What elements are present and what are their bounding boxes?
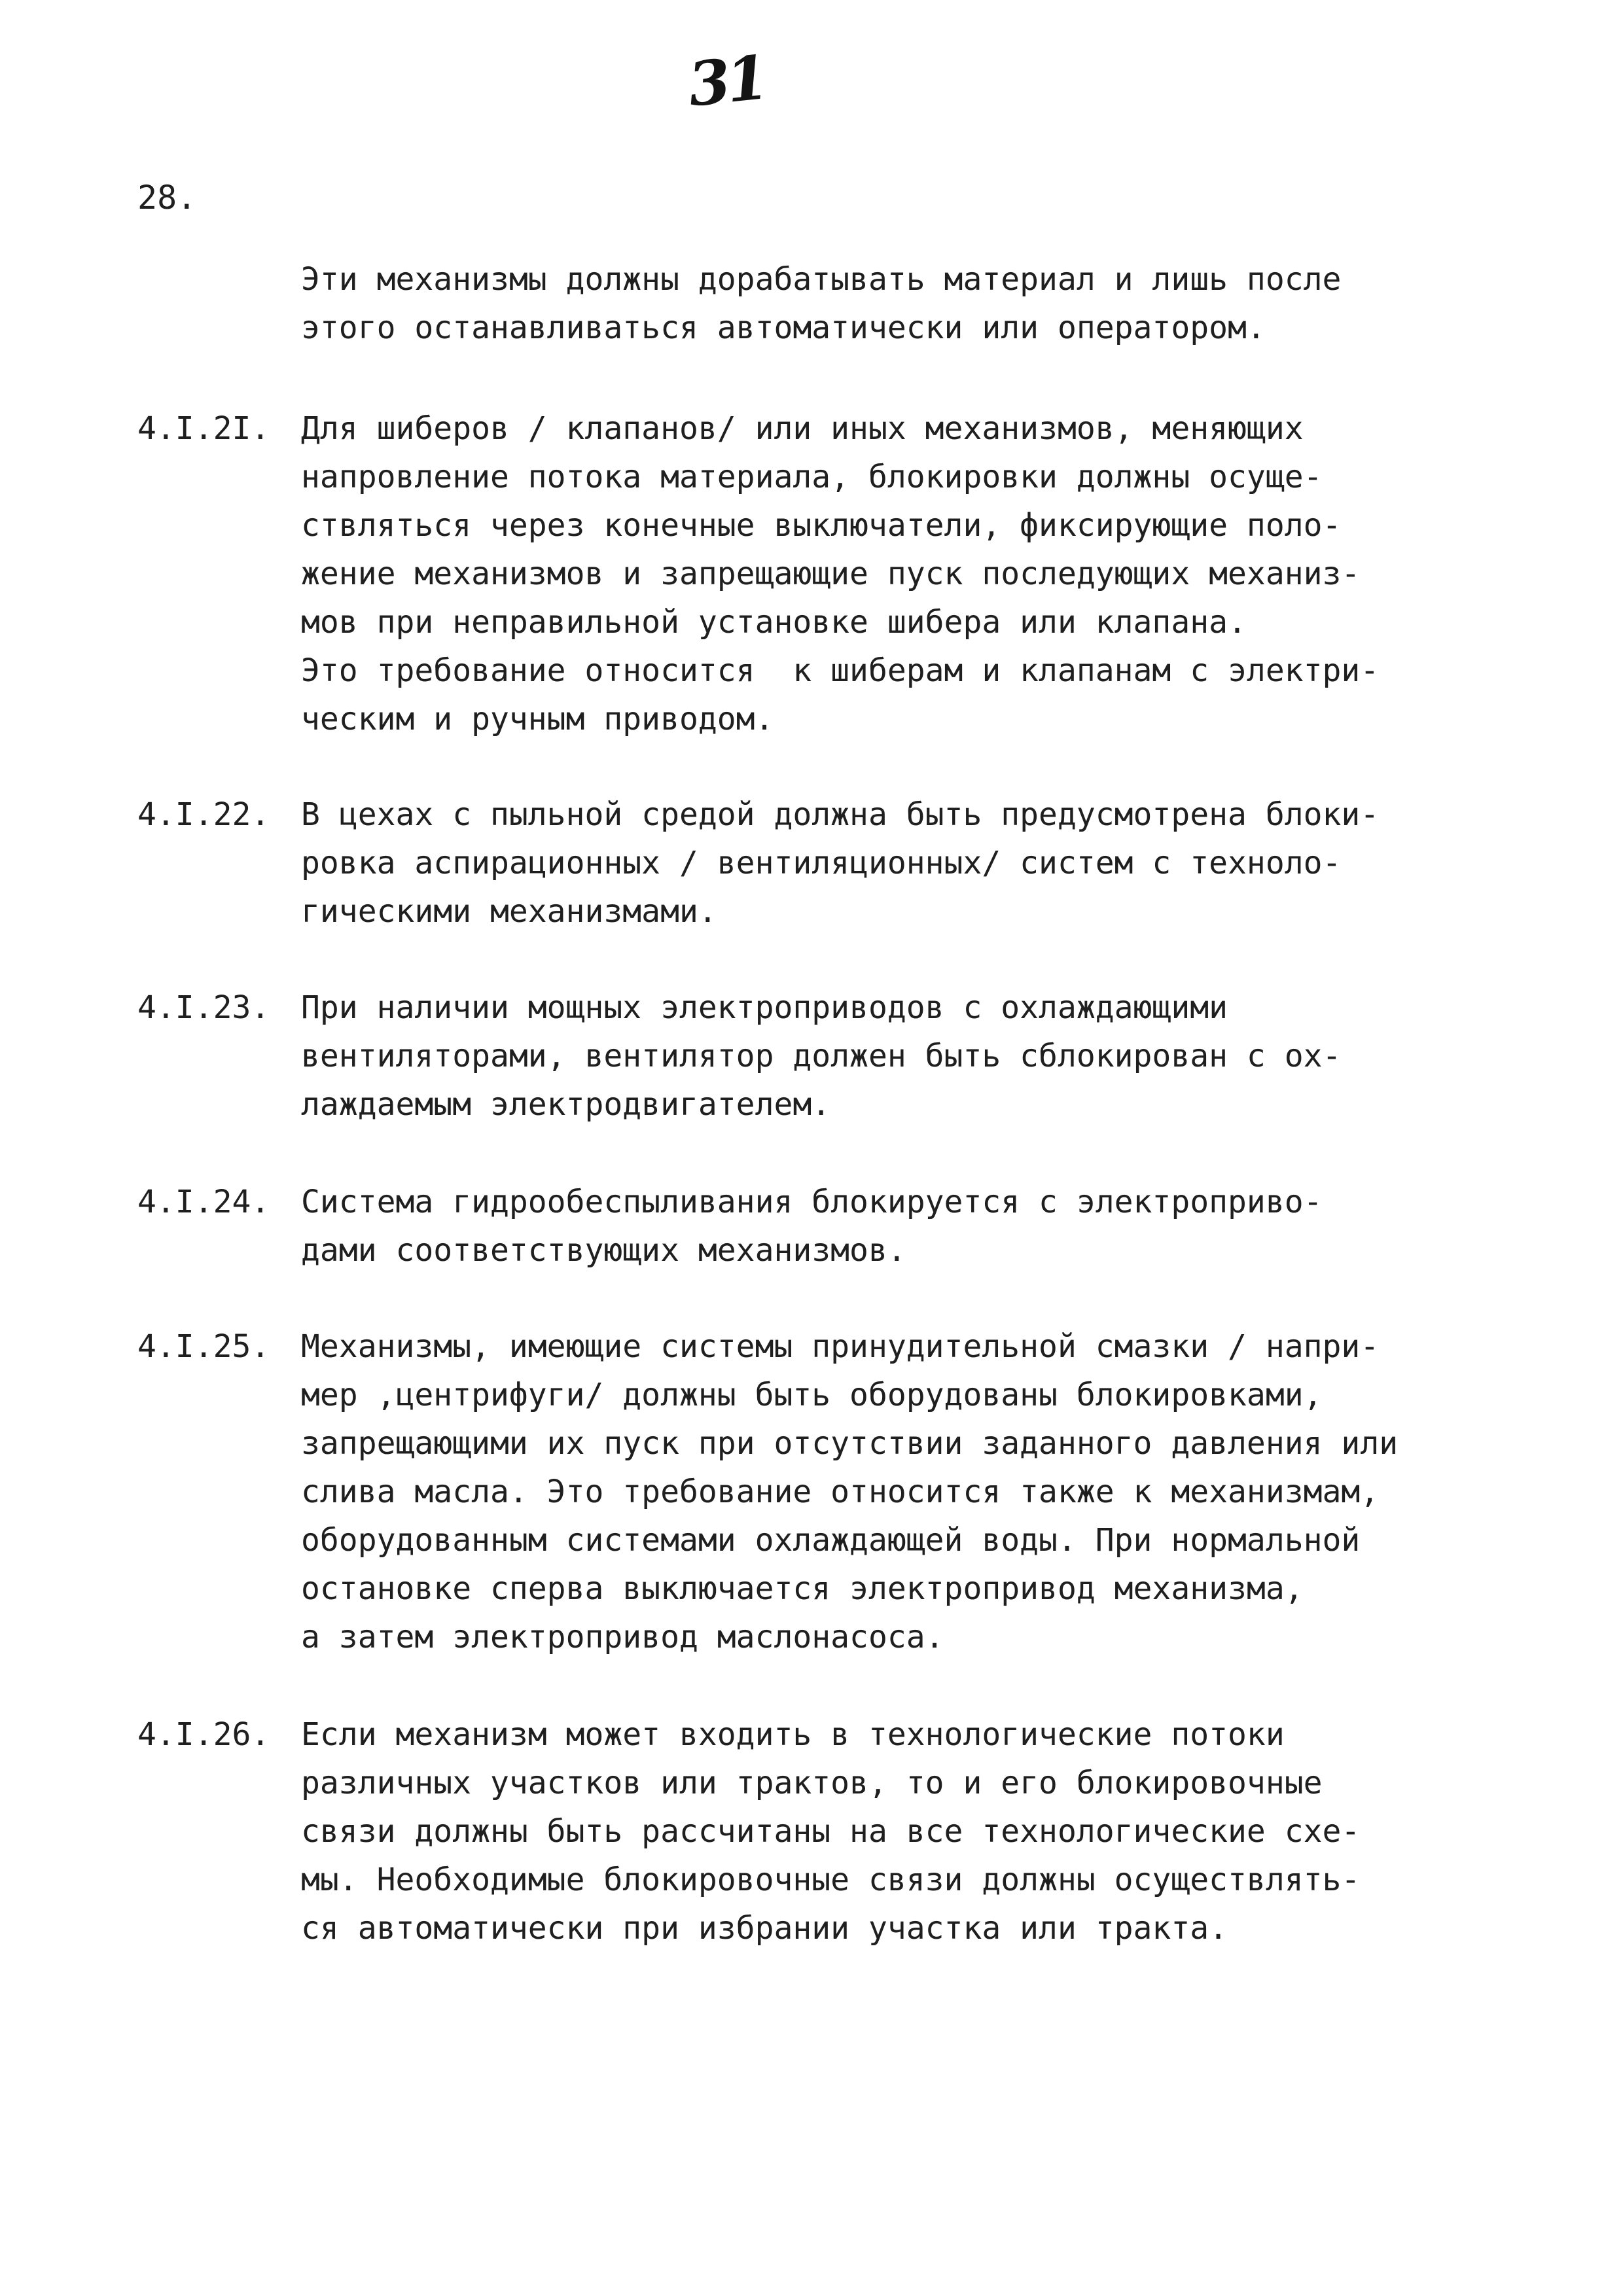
handwritten-page-number: 31 bbox=[685, 42, 768, 120]
clause-4-1-21 bbox=[137, 404, 1544, 743]
clause-number: 4.I.22. bbox=[137, 796, 270, 833]
clause-number: 4.I.23. bbox=[137, 989, 270, 1026]
clause-4-1-26 bbox=[137, 1710, 1544, 1952]
clause-text: Механизмы, имеющие системы принудительной смазки / напри- мер ,центрифуги/ должны быть оборудованы блокировками, запрещающими их пуск при отсутствии заданного давления или слива масла. Это требование относится также к механизмам, оборудованным системами охлаждающей воды. При нормальной остановке сперва выключается электропривод механизма, а затем электропривод маслонасоса. bbox=[301, 1328, 1399, 1655]
clause-4-1-23 bbox=[137, 983, 1544, 1129]
clause-number: 4.I.26. bbox=[137, 1716, 270, 1753]
clause-text: Для шиберов / клапанов/ или иных механизмов, меняющих напровление потока материала, блокировки должны осуще- ствляться через конечные выключатели, фиксирующие поло- жение механизмов и запрещающие пуск последующих механиз- мов при неправильной установке шибера или клапана. Это требование относится к шиберам и клапанам с электри- ческим и ручным приводом. bbox=[301, 410, 1380, 737]
clause-text: Система гидрообеспыливания блокируется с электроприво- дами соответствующих механизмов. bbox=[301, 1184, 1323, 1269]
clause-4-1-22 bbox=[137, 790, 1544, 936]
clause-number: 4.I.2I. bbox=[137, 410, 270, 447]
clause-4-1-24 bbox=[137, 1178, 1544, 1275]
clause-text: Если механизм может входить в технологические потоки различных участков или трактов, то и его блокировочные связи должны быть рассчитаны на все технологические схе- мы. Необходимые блокировочные связи должны осуществлять- ся автоматически при избрании участка или тракта. bbox=[301, 1716, 1361, 1947]
clause-text: При наличии мощных электроприводов с охлаждающими вентиляторами, вентилятор должен быть сблокирован с ох- лаждаемым электродвигателем. bbox=[301, 989, 1342, 1123]
intro-paragraph: Эти механизмы должны дорабатывать материал и лишь после этого останавливаться автоматически или оператором. bbox=[301, 261, 1342, 346]
clause-number: 4.I.24. bbox=[137, 1184, 270, 1220]
clause-4-1-25 bbox=[137, 1322, 1544, 1661]
clause-number: 4.I.25. bbox=[137, 1328, 270, 1365]
clause-text: В цехах с пыльной средой должна быть предусмотрена блоки- ровка аспирационных / вентиляционных/ систем с техноло- гическими механизмами. bbox=[301, 796, 1380, 930]
page-number: 28. bbox=[137, 179, 197, 217]
